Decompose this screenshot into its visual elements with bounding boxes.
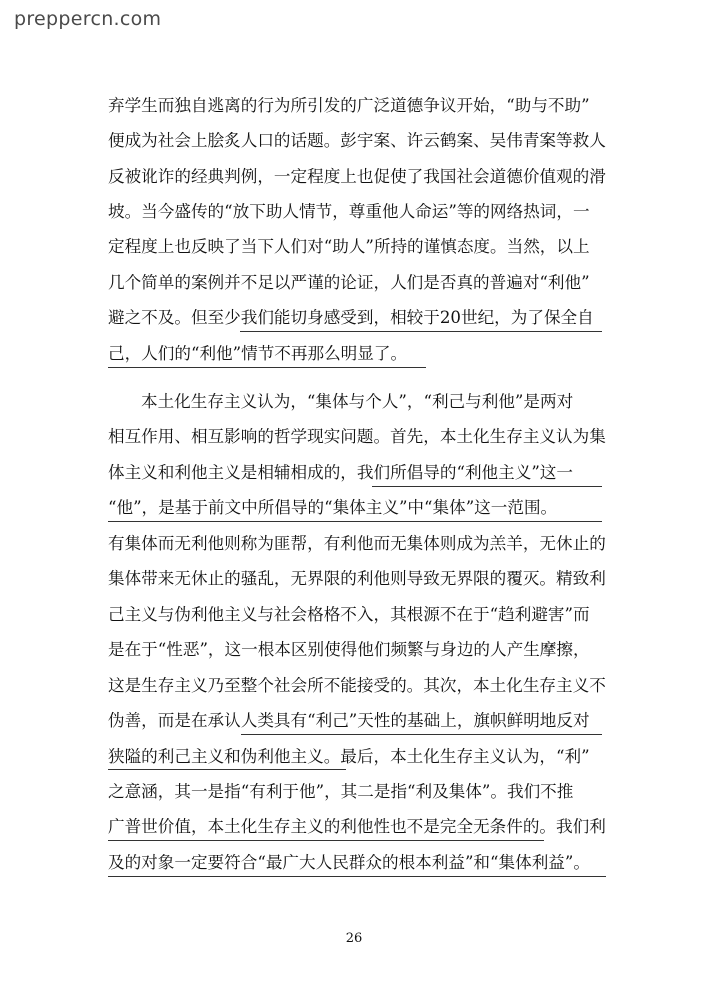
text-line: 避之不及。但至少我们能切身感受到，相较于20世纪，为了保全自 [108,308,594,327]
underline-annotation [241,734,602,735]
watermark: prepper​cn.com [14,8,162,30]
text-line: 集体带来无休止的骚乱，无界限的利他则导致无界限的覆灭。精致利 [108,569,606,588]
underline-annotation [108,876,606,877]
text-line: 广普世价值，本土化生存主义的利他性也不是完全无条件的。我们利 [108,817,606,836]
text-line: 己，人们的“利他”情节不再那么明显了。 [108,344,408,363]
text-line: 之意涵，其一是指“有利于他”，其二是指“利及集体”。我们不推 [108,782,574,801]
text-line: 这是生存主义乃至整个社会所不能接受的。其次，本土化生存主义不 [108,676,606,695]
page-number: 26 [345,931,363,946]
text-line: 狭隘的利己主义和伪利他主义。最后，本土化生存主义认为，“利” [108,747,590,766]
text-line: 定程度上也反映了当下人们对“助人”所持的谨慎态度。当然，以上 [108,237,590,256]
text-line: 坡。当今盛传的“放下助人情节，尊重他人命运”等的网络热词，一 [108,202,590,221]
text-line: 是在于“性恶”，这一根本区别使得他们频繁与身边的人产生摩擦， [108,640,590,659]
text-line: 本土化生存主义认为，“集体与个人”，“利己与利他”是两对 [141,392,574,411]
text-line: 弃学生而独自逃离的行为所引发的广泛道德争议开始，“助与不助” [108,96,590,115]
text-line: 己主义与伪利他主义与社会格格不入，其根源不在于“趋利避害”而 [108,605,590,624]
text-line: 相互作用、相互影响的哲学现实问题。首先，本土化生存主义认为集 [108,427,606,446]
text-line: 反被讹诈的经典判例，一定程度上也促使了我国社会道德价值观的滑 [108,167,606,186]
underline-annotation [108,367,426,368]
underline-annotation [108,521,602,522]
underline-annotation [372,486,602,487]
underline-annotation [108,769,346,770]
underline-annotation [108,840,544,841]
text-line: “他”，是基于前文中所倡导的“集体主义”中“集体”这一范围。 [108,498,558,517]
text-line: 体主义和利他主义是相辅相成的，我们所倡导的“利他主义”这一 [108,463,573,482]
text-line: 及的对象一定要符合“最广大人民群众的根本利益”和“集体利益”。 [108,853,590,872]
text-line: 有集体而无利他则称为匪帮，有利他而无集体则成为羔羊，无休止的 [108,534,606,553]
underline-annotation [240,331,602,332]
text-line: 伪善，而是在承认人类具有“利己”天性的基础上，旗帜鲜明地反对 [108,711,590,730]
text-line: 便成为社会上脍炙人口的话题。彭宇案、许云鹤案、吴伟青案等救人 [108,131,606,150]
text-line: 几个简单的案例并不足以严谨的论证，人们是否真的普遍对“利他” [108,273,590,292]
